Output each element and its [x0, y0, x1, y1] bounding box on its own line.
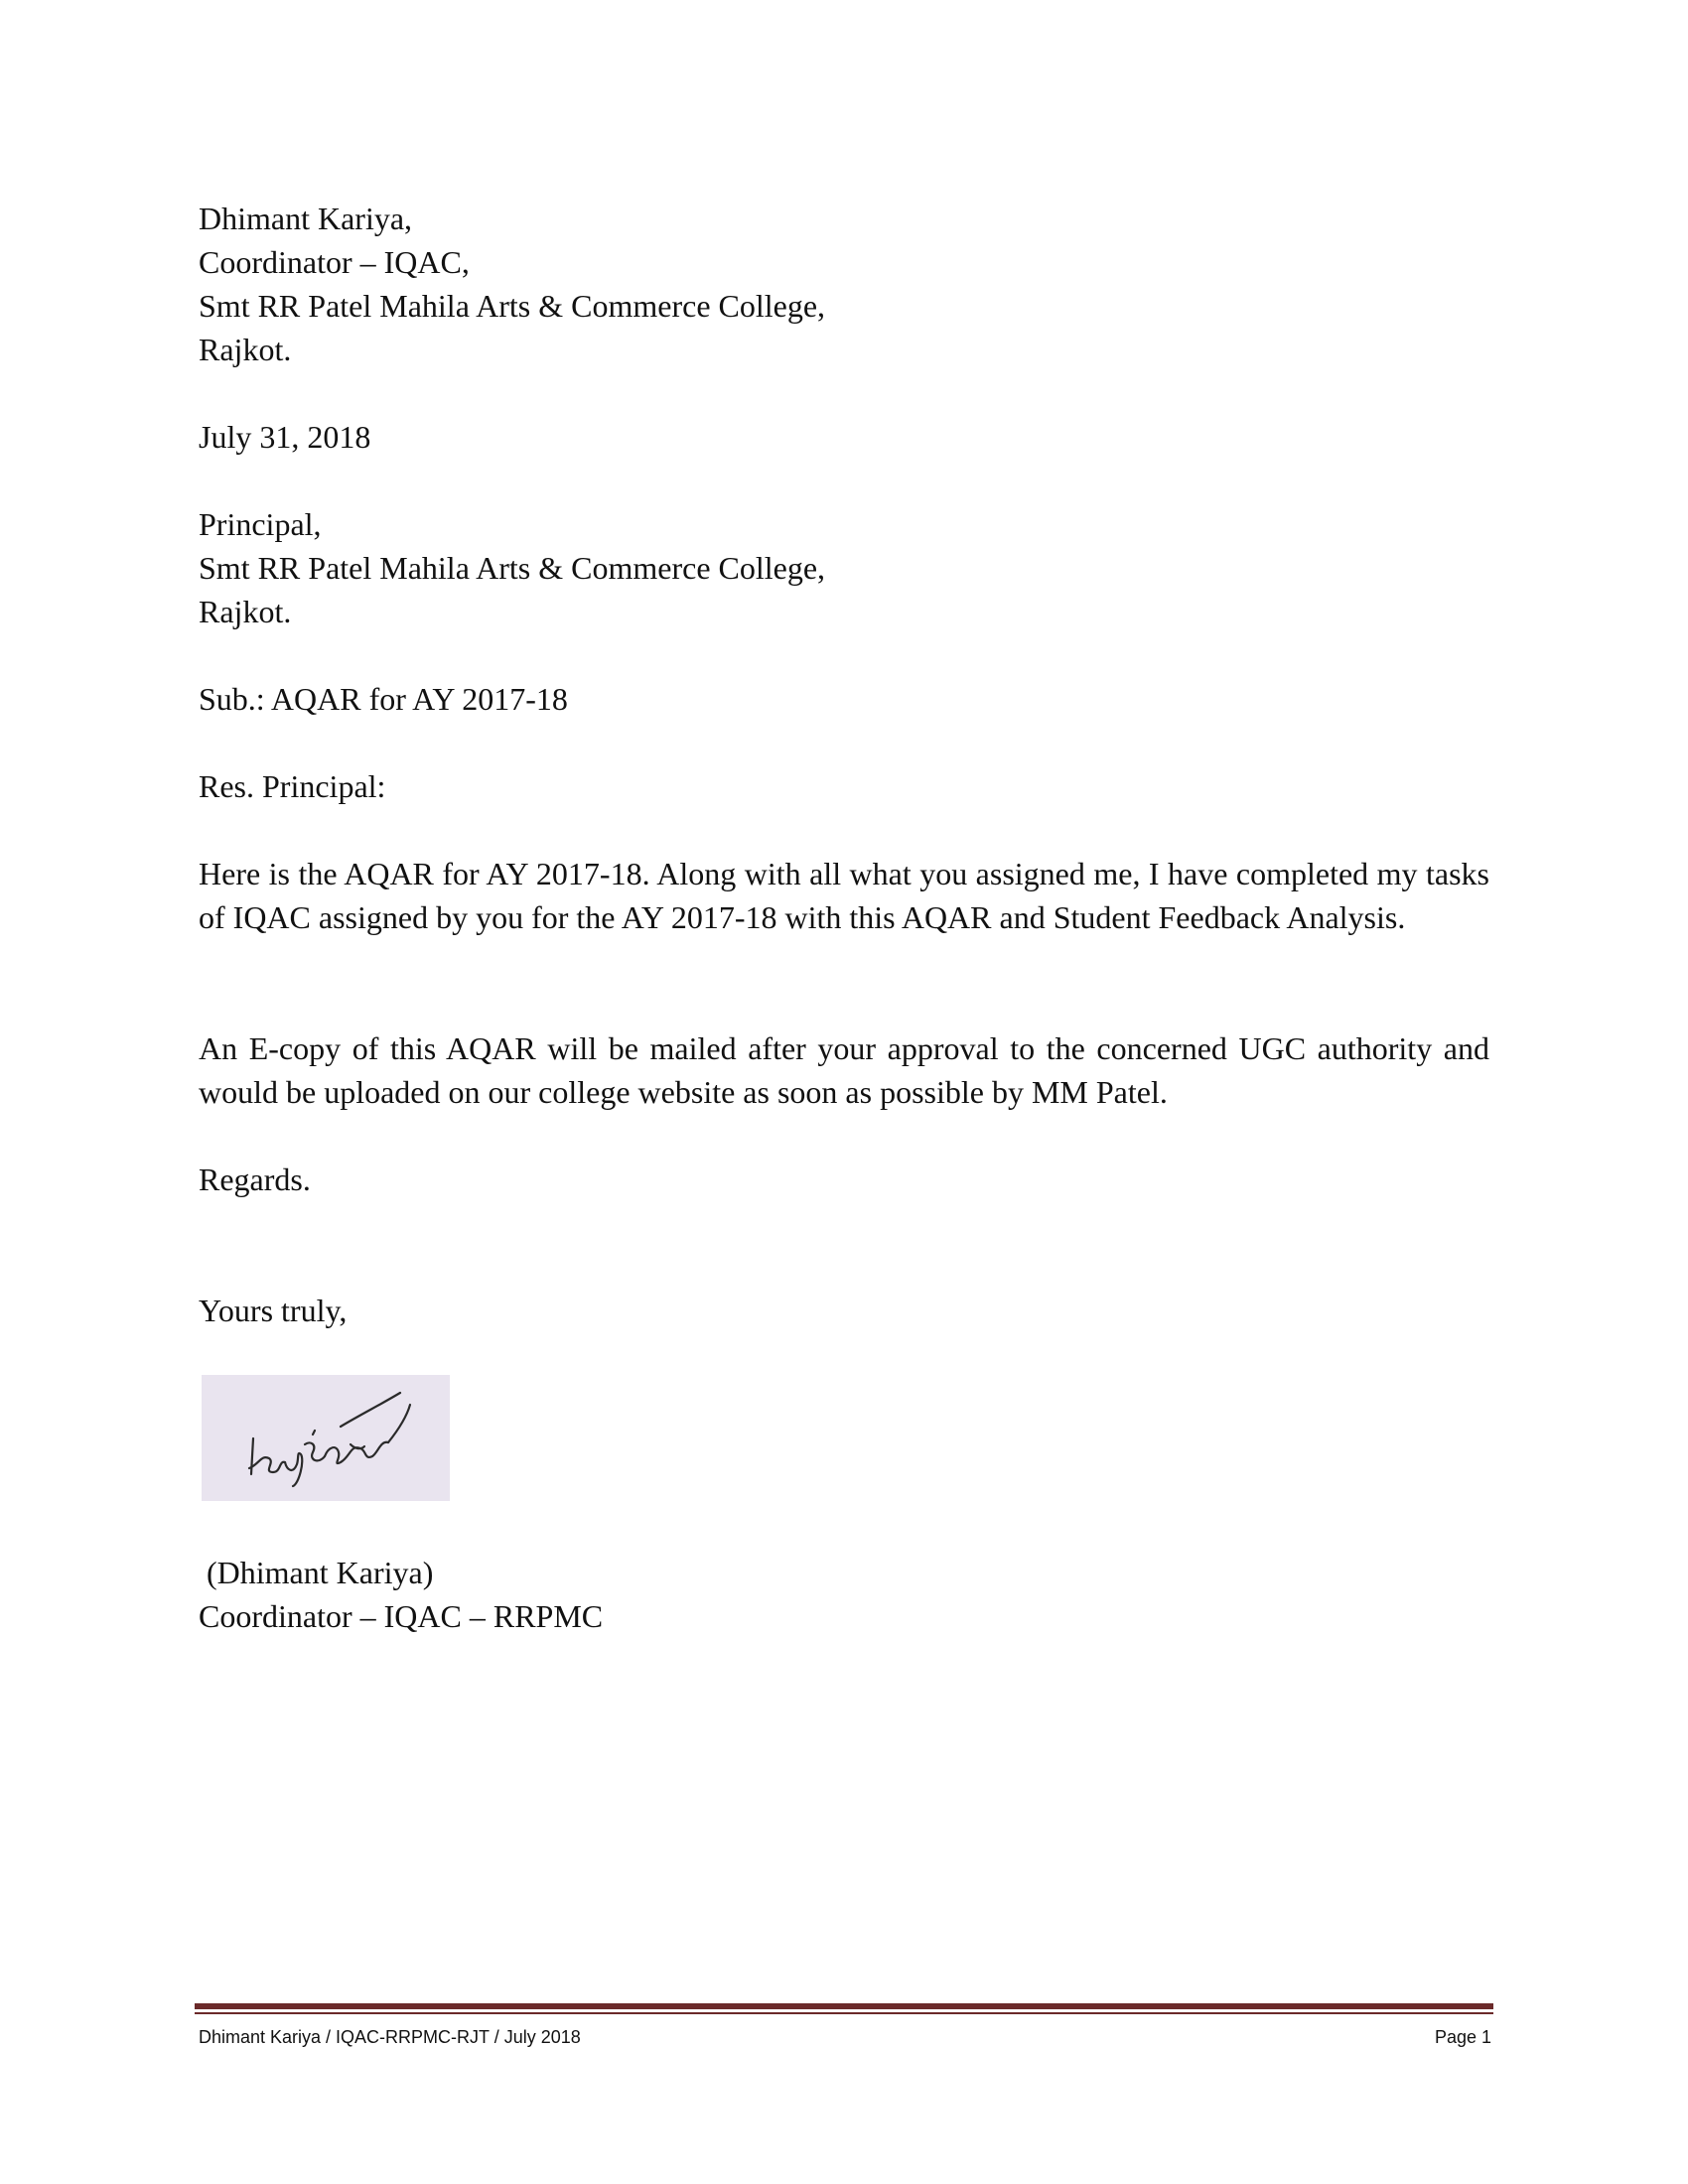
sender-city: Rajkot.	[199, 332, 292, 367]
signatory-name: (Dhimant Kariya)	[207, 1555, 434, 1590]
subject-line: Sub.: AQAR for AY 2017-18	[199, 681, 568, 717]
page-number: Page 1	[1434, 2027, 1491, 2047]
salutation: Res. Principal:	[199, 768, 386, 804]
footer-reference: Dhimant Kariya / IQAC-RRPMC-RJT / July 2018	[199, 2027, 581, 2047]
recipient-city: Rajkot.	[199, 594, 292, 629]
closing: Yours truly,	[199, 1293, 348, 1328]
sender-address	[199, 197, 1489, 371]
signatory-designation: Coordinator – IQAC – RRPMC	[199, 1598, 604, 1634]
sender-name: Dhimant Kariya,	[199, 201, 413, 236]
body-paragraph-2: An E-copy of this AQAR will be mailed after your approval to the concerned UGC authority and would be uploaded on our college website as soon as possible by MM Patel.	[199, 1030, 1489, 1110]
signature-image	[202, 1375, 450, 1501]
recipient-title: Principal,	[199, 506, 322, 542]
signature-icon	[202, 1375, 450, 1501]
footer-rule-thin	[195, 2012, 1493, 2014]
letter-date: July 31, 2018	[199, 419, 371, 455]
sender-college: Smt RR Patel Mahila Arts & Commerce College,	[199, 288, 826, 324]
sender-title: Coordinator – IQAC,	[199, 244, 470, 280]
body-paragraph-1: Here is the AQAR for AY 2017-18. Along with all what you assigned me, I have completed my tasks of IQAC assigned by you for the AY 2017-18 with this AQAR and Student Feedback Analysis.	[199, 856, 1489, 935]
recipient-college: Smt RR Patel Mahila Arts & Commerce College,	[199, 550, 826, 586]
recipient-address	[199, 502, 1489, 633]
regards: Regards.	[199, 1161, 311, 1197]
signatory-block	[199, 1551, 1489, 1638]
footer-rule-thick	[195, 2003, 1493, 2009]
